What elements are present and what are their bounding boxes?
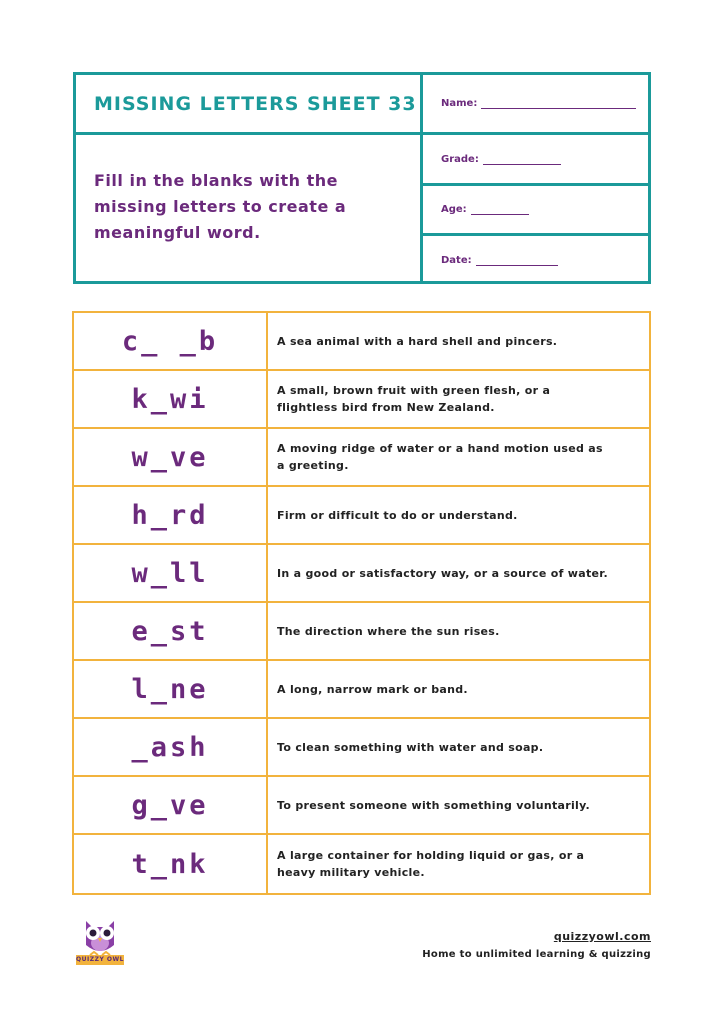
- instructions: Fill in the blanks with the missing letters to create a meaningful word.: [76, 135, 423, 284]
- grade-line[interactable]: [483, 154, 561, 165]
- quizzy-owl-logo: [76, 915, 124, 965]
- table-row: [74, 371, 649, 429]
- word-clue: To clean something with water and soap.: [277, 740, 544, 754]
- word-clue: Firm or difficult to do or understand.: [277, 508, 518, 522]
- word-clue: To present someone with something voluntarily.: [277, 798, 591, 812]
- table-row: [74, 603, 649, 661]
- missing-word: w_ve: [74, 429, 268, 485]
- table-row: [74, 777, 649, 835]
- name-field[interactable]: [423, 75, 648, 135]
- missing-word: w_ll: [74, 545, 268, 601]
- word-clue: A sea animal with a hard shell and pincers.: [277, 334, 558, 348]
- name-label: Name:: [441, 98, 478, 109]
- missing-word: k_wi: [74, 371, 268, 427]
- table-row: [74, 545, 649, 603]
- missing-word: _ash: [74, 719, 268, 775]
- word-clue: A long, narrow mark or band.: [277, 682, 468, 696]
- date-label: Date:: [441, 254, 472, 266]
- name-line[interactable]: [481, 98, 636, 109]
- missing-word: g_ve: [74, 777, 268, 833]
- age-field[interactable]: [423, 186, 648, 236]
- date-line[interactable]: [476, 255, 558, 266]
- missing-word: h_rd: [74, 487, 268, 543]
- word-table: [72, 311, 651, 895]
- worksheet-header: [73, 72, 651, 284]
- table-row: [74, 313, 649, 371]
- logo-text: QUIZZY OWL: [76, 956, 124, 963]
- table-row: [74, 661, 649, 719]
- worksheet-title: MISSING LETTERS SHEET 33: [76, 75, 423, 135]
- owl-icon: [76, 915, 124, 957]
- word-clue: The direction where the sun rises.: [277, 624, 500, 638]
- word-clue: In a good or satisfactory way, or a source of water.: [277, 566, 608, 580]
- table-row: [74, 719, 649, 777]
- table-row: [74, 429, 649, 487]
- missing-word: l_ne: [74, 661, 268, 717]
- table-row: [74, 835, 649, 893]
- word-clue: A moving ridge of water or a hand motion used as a greeting.: [277, 442, 603, 472]
- missing-word: t_nk: [74, 835, 268, 893]
- date-field[interactable]: [423, 236, 648, 284]
- age-label: Age:: [441, 204, 467, 215]
- age-line[interactable]: [471, 204, 529, 215]
- table-row: [74, 487, 649, 545]
- word-clue: A large container for holding liquid or gas, or a heavy military vehicle.: [277, 849, 585, 879]
- missing-word: e_st: [74, 603, 268, 659]
- missing-word: c_ _b: [74, 313, 268, 369]
- grade-field[interactable]: [423, 135, 648, 186]
- site-link[interactable]: quizzyowl.com: [553, 930, 651, 943]
- word-clue: A small, brown fruit with green flesh, or a flightless bird from New Zealand.: [277, 384, 551, 414]
- tagline: Home to unlimited learning & quizzing: [422, 949, 651, 960]
- grade-label: Grade:: [441, 153, 479, 165]
